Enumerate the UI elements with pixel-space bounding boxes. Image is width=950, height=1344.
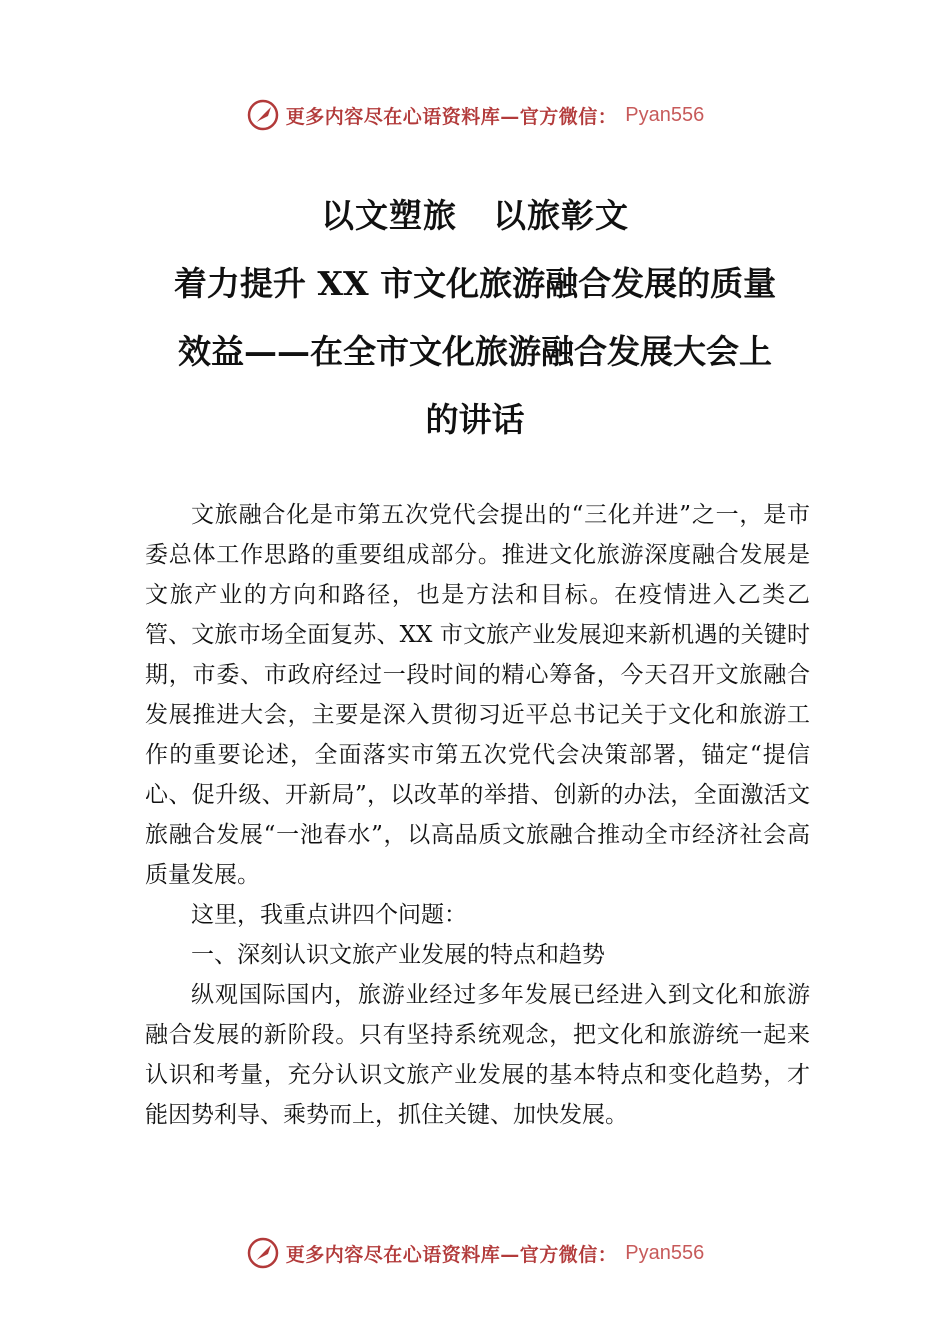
section-heading-1: 一、深刻认识文旅产业发展的特点和趋势: [191, 942, 605, 968]
document-title: [140, 182, 810, 454]
title-line-1-part-b: 以旅彰文: [493, 196, 629, 235]
watermark-banner-top: [0, 95, 950, 135]
title-line-1: [140, 182, 810, 250]
paragraph-intro: 文旅融合化是市第五次党代会提出的“三化并进”之一，是市委总体工作思路的重要组成部分。推进文化旅游深度融合发展是文旅产业的方向和路径，也是方法和目标。在疫情进入乙类乙管、文旅市场全面复苏、XX 市文旅产业发展迎来新机遇的关键时期，市委、市政府经过一段时间的精心筹备，今天召开文旅融合发展推进大会，主要是深入贯彻习近平总书记关于文化和旅游工作的重要论述，全面落实市第五次党代会决策部署，锚定“提信心、促升级、开新局”，以改革的举措、创新的办法，全面激活文旅融合发展“一池春水”，以高品质文旅融合推动全市经济社会高质量发展。: [145, 502, 810, 888]
watermark-text: 更多内容尽在心语资料库—官方微信：: [285, 105, 618, 128]
title-line-1-part-a: 以文塑旅: [321, 196, 457, 235]
watermark-text: 更多内容尽在心语资料库—官方微信：: [285, 1243, 618, 1266]
watermark-banner-bottom: [0, 1233, 950, 1273]
quill-logo-icon: [246, 98, 280, 132]
paragraph-section-1: 纵观国际国内，旅游业经过多年发展已经进入到文化和旅游融合发展的新阶段。只有坚持系统观念，把文化和旅游统一起来认识和考量，充分认识文旅产业发展的基本特点和变化趋势，才能因势利导、乘势而上，抓住关键、加快发展。: [145, 982, 810, 1128]
watermark-wechat-id: Pyan556: [625, 1241, 705, 1264]
paragraph-transition: 这里，我重点讲四个问题：: [191, 902, 467, 928]
watermark-wechat-id: Pyan556: [625, 103, 705, 126]
title-line-4: 的讲话: [425, 400, 525, 439]
title-line-3: 效益——在全市文化旅游融合发展大会上: [178, 332, 772, 371]
quill-logo-icon: [246, 1236, 280, 1270]
title-line-2: 着力提升 XX 市文化旅游融合发展的质量: [173, 264, 777, 303]
document-body: [145, 495, 810, 1135]
